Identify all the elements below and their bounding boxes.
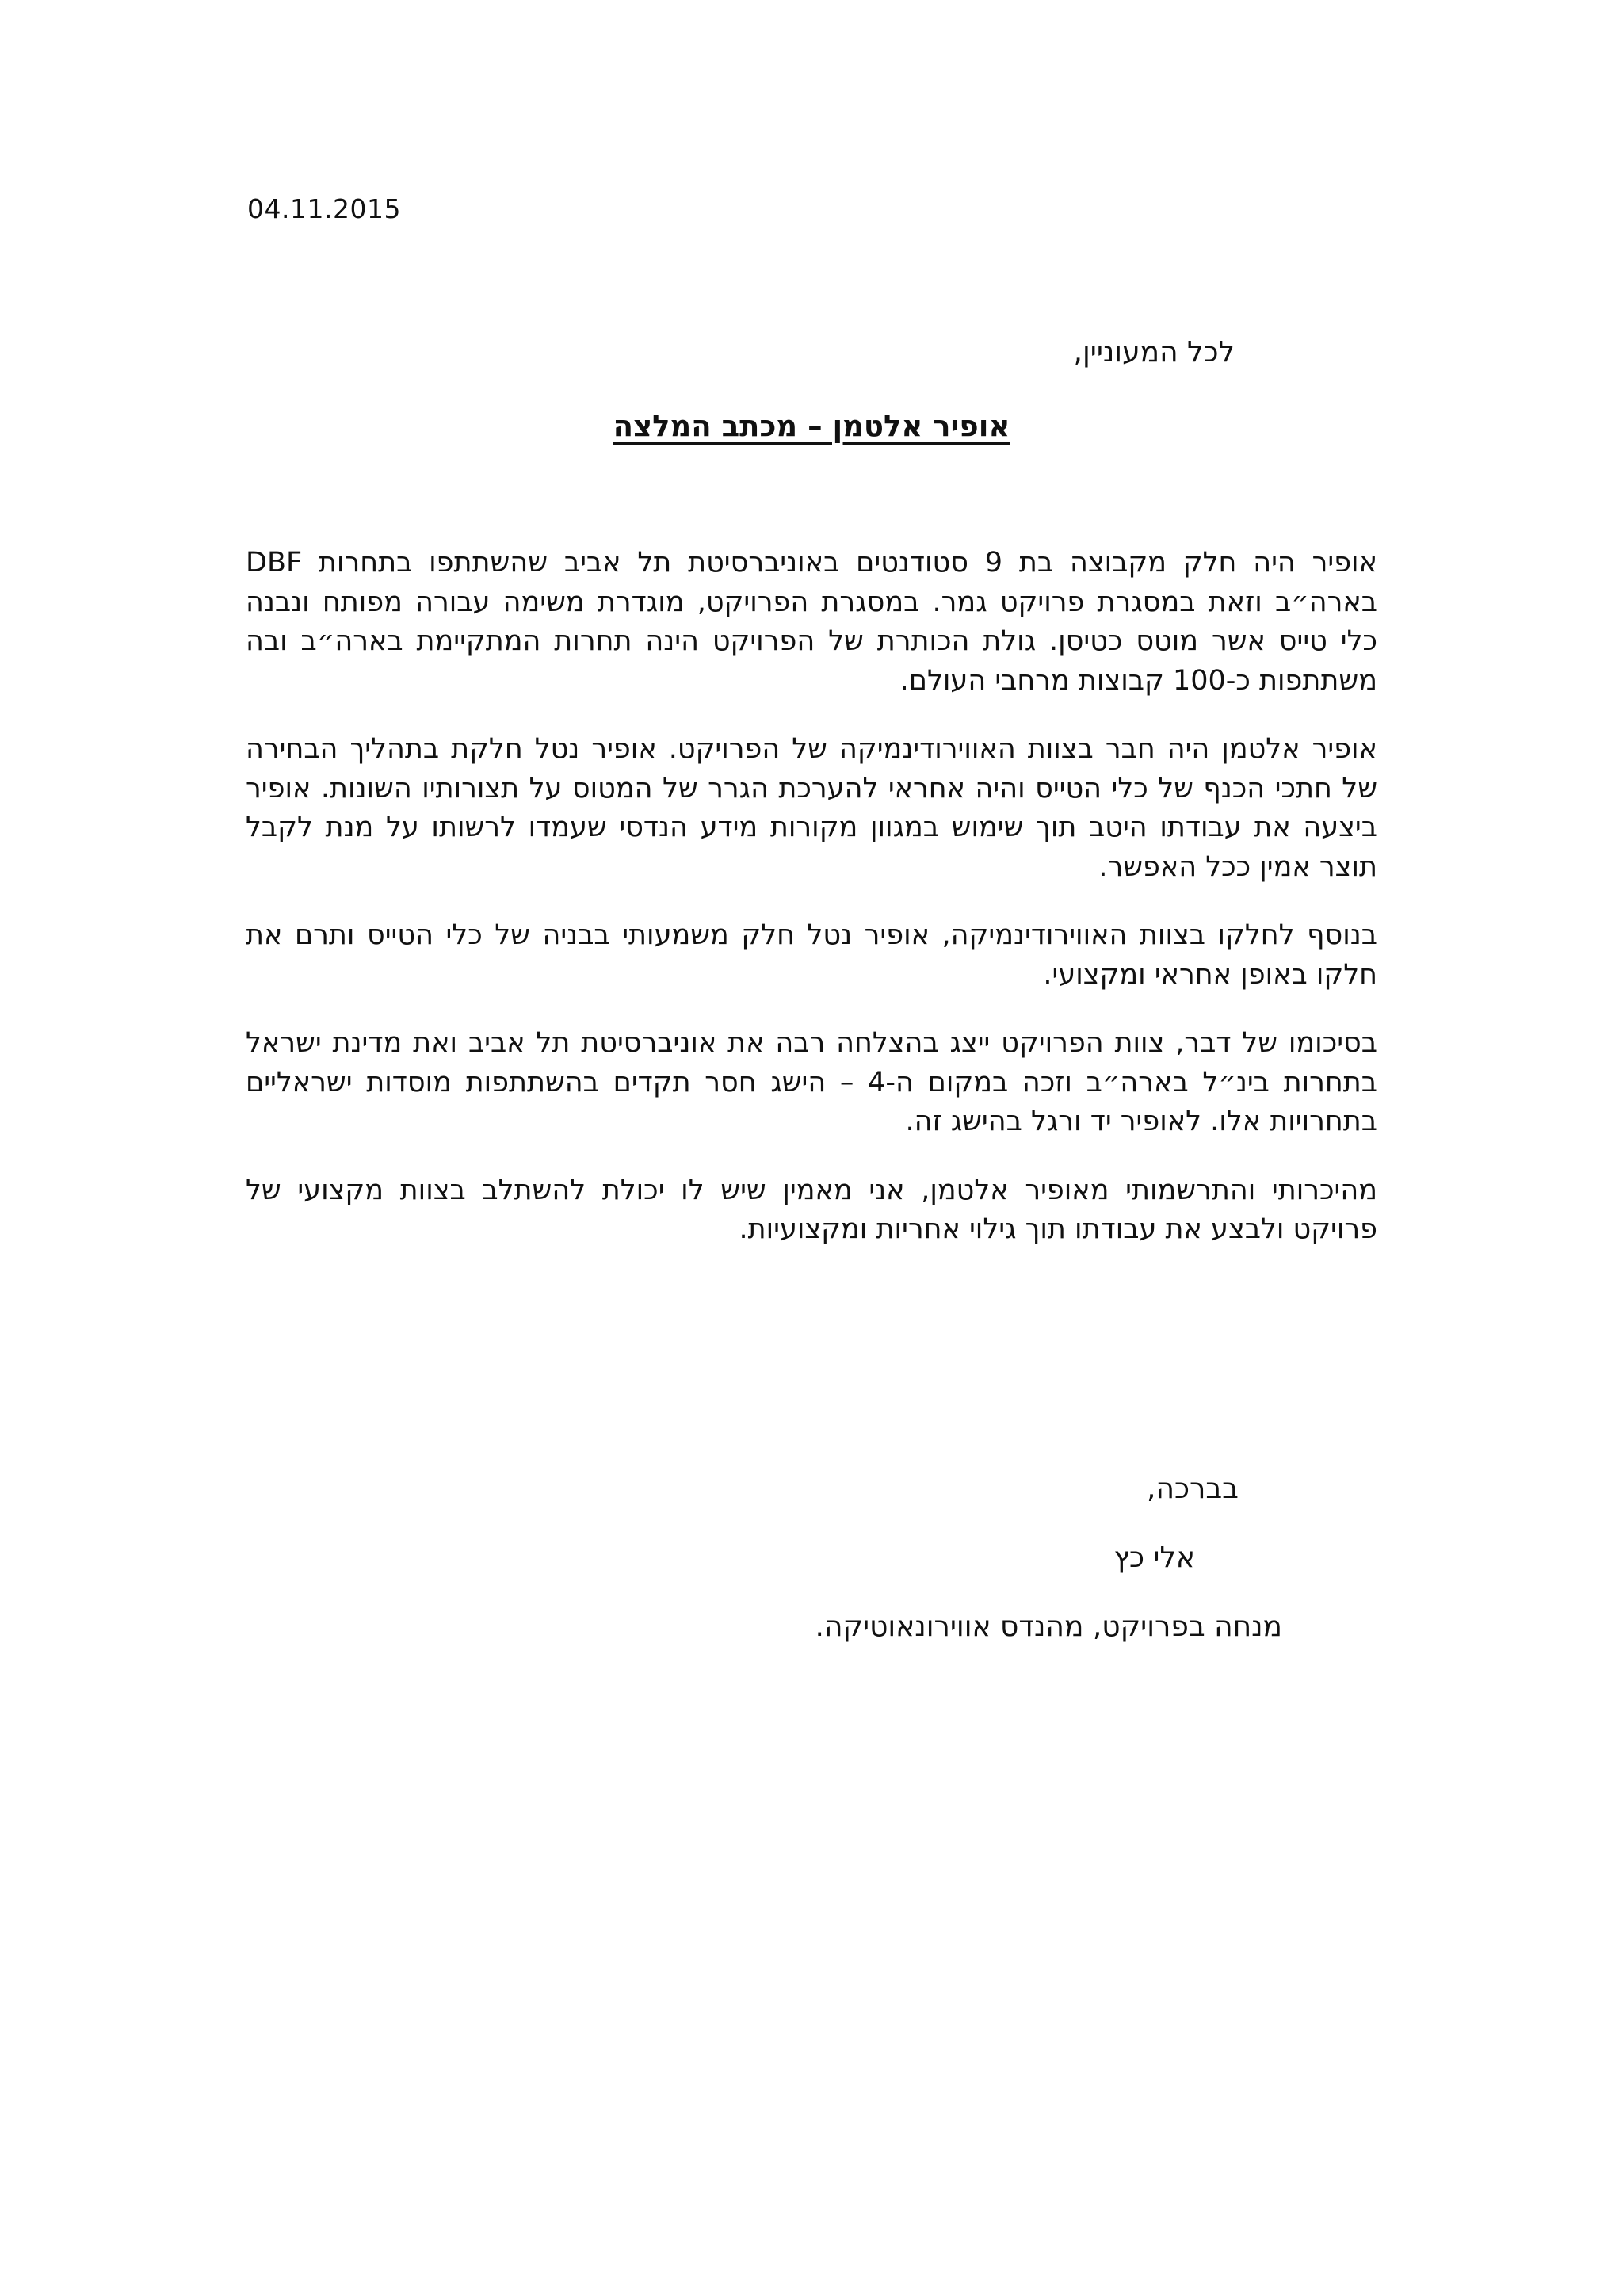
salutation: לכל המעוניין,: [1073, 336, 1235, 369]
body-paragraph: אופיר אלטמן היה חבר בצוות האווירודינמיקה של הפרויקט. אופיר נטל חלקת בתהליך הבחירה של חתכי הכנף של כלי הטייס והיה אחראי להערכת הגרר של המטוס על תצורותיו השונות. אופיר ביצעה את עבודתו היטב תוך שימוש במגוון מקורות מידע הנדסי שעמדו לרשותו על מנת לקבל תוצר אמין ככל האפשר.: [246, 733, 1377, 883]
letter-body: [246, 544, 1377, 1279]
letter-subject: אופיר אלטמן – מכתב המלצה: [613, 409, 1010, 443]
signer-name: אלי כץ: [1113, 1541, 1195, 1574]
signer-title: מנחה בפרויקט, מהנדס אווירונאוטיקה.: [815, 1610, 1282, 1643]
letter-closing: [815, 1470, 1282, 1646]
closing-greeting: בברכה,: [1147, 1473, 1239, 1505]
body-paragraph: בסיכומו של דבר, צוות הפרויקט ייצג בהצלחה רבה את אוניברסיטת תל אביב ואת מדינת ישראל בתחרות בינ״ל בארה״ב וזכה במקום ה-4 – הישג חסר תקדים בהשתתפות מוסדות ישראליים בתחרויות אלו. לאופיר יד ורגל בהישג זה.: [246, 1027, 1377, 1137]
letter-date: 04.11.2015: [247, 193, 401, 224]
body-paragraph: מהיכרותי והתרשמותי מאופיר אלטמן, אני מאמין שיש לו יכולת להשתלב בצוות מקצועי של פרויקט ולבצע את עבודתו תוך גילוי אחריות ומקצועיות.: [246, 1174, 1377, 1245]
body-paragraph: אופיר היה חלק מקבוצה בת 9 סטודנטים באוניברסיטת תל אביב שהשתתפו בתחרות DBF בארה״ב וזאת במסגרת פרויקט גמר. במסגרת הפרויקט, מוגדרת משימה עבורה מפותח ונבנה כלי טייס אשר מוטס כטיסן. גולת הכותרת של הפרויקט הינה תחרות המתקיימת בארה״ב ובה משתתפות כ-100 קבוצות מרחבי העולם.: [246, 547, 1377, 697]
body-paragraph: בנוסף לחלקו בצוות האווירודינמיקה, אופיר נטל חלק משמעותי בבניה של כלי הטייס ותרם את חלקו באופן אחראי ומקצועי.: [246, 919, 1377, 991]
